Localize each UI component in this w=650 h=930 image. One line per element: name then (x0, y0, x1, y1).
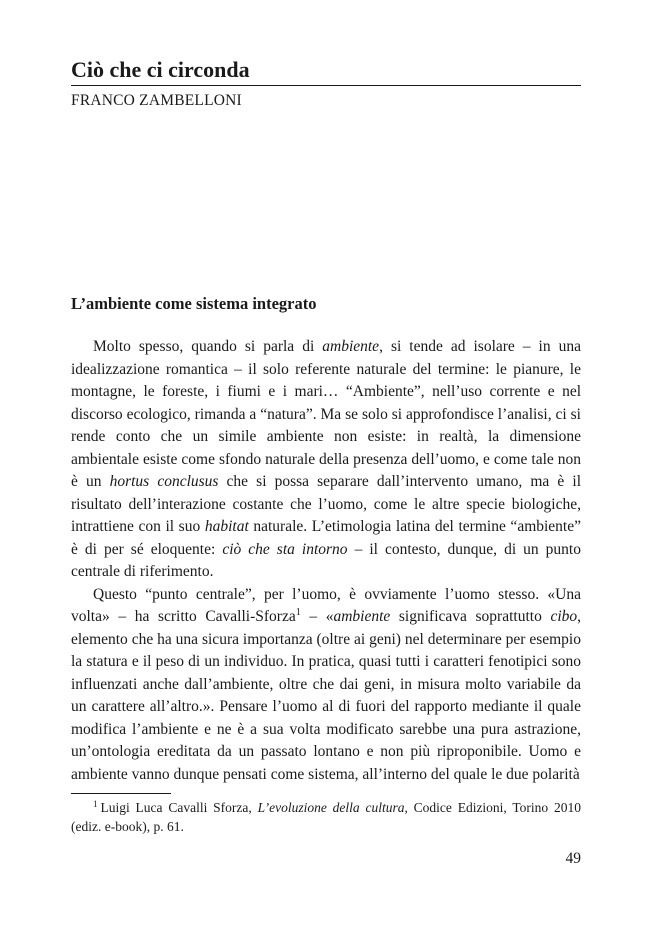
italic-term: ambiente (322, 338, 380, 355)
footnote-mark: 1 (93, 798, 98, 809)
book-title: L’evoluzione della cultura (257, 800, 405, 815)
paragraph-1 (71, 336, 581, 584)
italic-term: ambiente (333, 608, 391, 625)
paragraph-2 (71, 584, 581, 787)
italic-term: hortus conclusus (109, 473, 219, 490)
section-heading: L’ambiente come sistema integrato (71, 294, 317, 313)
text-run: che si possa separare dall’intervento umano, ma è il risultato dell’interazione costante che l’uomo, come le altre specie biologiche, intrattiene con il suo (71, 473, 582, 535)
text-run: significava soprattutto (390, 608, 551, 625)
footnote-divider (71, 793, 171, 794)
text-run: naturale. L’etimologia latina del termine “ambiente” è di per sé eloquente: (71, 518, 582, 558)
text-run: – « (300, 608, 334, 625)
text-run: Questo “punto centrale”, per l’uomo, è ovviamente l’uomo stesso. «Una volta» – ha scritto Cavalli-Sforza (71, 585, 581, 625)
text-run: , si tende ad isolare – in una idealizzazione romantica – il solo referente naturale del termine: le pianure, le montagne, le foreste, i fiumi e i mari… “Ambiente”, nell’uso corrente e nel discorso ecologico, rimanda a “natura”. Ma se solo si approfondisce l’analisi, ci si rende conto che un simile ambiente non esiste: in realtà, la dimensione ambientale esiste come sfondo naturale della presenza dell’uomo, e come tale non è un (71, 338, 581, 490)
italic-term: ciò che sta intorno (222, 540, 348, 558)
italic-term: cibo (550, 608, 578, 625)
text-run: Luigi Luca Cavalli Sforza, (100, 800, 258, 815)
body-text (71, 336, 581, 786)
chapter-title: Ciò che ci circonda (71, 56, 581, 86)
footnote-reference[interactable]: 1 (295, 606, 301, 618)
text-run: , elemento che ha una sicura importanza (oltre ai geni) nel determinare per esempio la statura e il peso di un individuo. In pratica, quasi tutti i caratteri fenotipici sono influenzati anche dall’ambiente, oltre che dai geni, in misura molto variabile da un carattere all’altro.». Pensare l’uomo al di fuori del rapporto mediante il quale modifica l’ambiente e ne è a sua volta modificato sarebbe una pura astrazione, un’ontologia ereditata da un passato lontano e non più riproponibile. Uomo e ambiente vanno dunque pensati come sistema, all’interno del quale le due polarità (71, 608, 581, 783)
text-run: , Codice Edizioni, Torino 2010 (ediz. e-book), p. 61. (71, 800, 581, 834)
footnote-1 (71, 798, 581, 836)
text-run: Molto spesso, quando si parla di (93, 338, 323, 355)
text-run: – il contesto, dunque, di un punto centrale di riferimento. (71, 540, 581, 580)
page-number: 49 (565, 850, 581, 867)
italic-term: habitat (204, 518, 249, 535)
author-name: FRANCO ZAMBELLONI (71, 92, 242, 109)
